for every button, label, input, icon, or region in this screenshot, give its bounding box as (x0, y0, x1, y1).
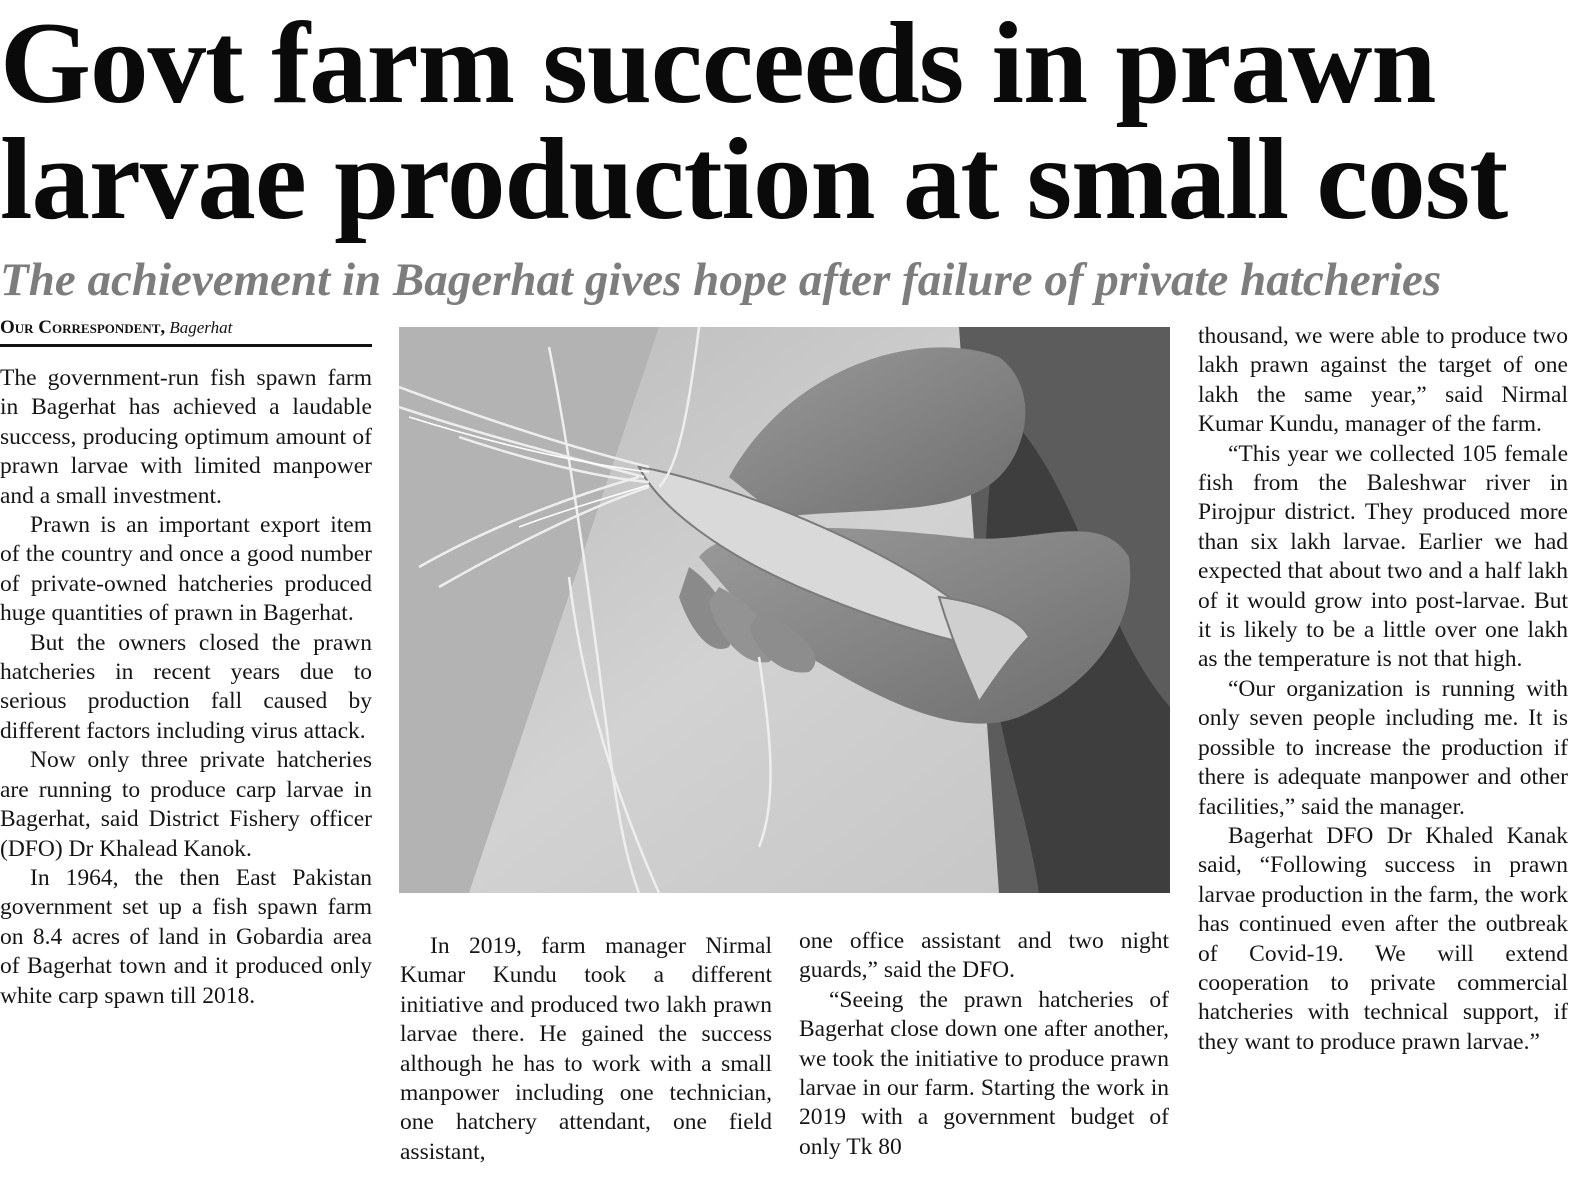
paragraph: Now only three private hatcheries are running to produce carp larvae in Bagerhat, said District Fishery officer (DFO) Dr Khalead Kanok. (0, 747, 372, 862)
subheadline: The achievement in Bagerhat gives hope after failure of private hatcheries (0, 254, 1442, 306)
paragraph: The government-run fish spawn farm in Bagerhat has achieved a laudable success, producing optimum amount of prawn larvae with limited manpower and a small investment. (0, 365, 372, 509)
byline-author: Our Correspondent, (0, 317, 166, 338)
paragraph: In 1964, the then East Pakistan government set up a fish spawn farm on 8.4 acres of land in Gobardia area of Bagerhat town and it produced only white carp spawn till 2018. (0, 864, 372, 1009)
paragraph: Prawn is an important export item of the country and once a good number of private-owned hatcheries produced huge quantities of prawn in Bagerhat. (0, 512, 372, 627)
paragraph: thousand, we were able to produce two lakh prawn against the target of one lakh the same year,” said Nirmal Kumar Kundu, manager of the farm. (1198, 323, 1568, 438)
paragraph: “Seeing the prawn hatcheries of Bagerhat close down one after another, we took the initiative to produce prawn larvae in our farm. Starting the work in 2019 with a government budget of only Tk 80 (799, 986, 1169, 1160)
paragraph: “Our organization is running with only seven people including me. It is possible to increase the production if there is adequate manpower and other facilities,” said the manager. (1198, 675, 1568, 820)
paragraph: “This year we collected 105 female fish from the Baleshwar river in Pirojpur district. They produced more than six lakh larvae. Earlier we had expected that about two and a half lakh of it would grow into post-larvae. But it is likely to be a little over one lakh as the temperature is not that high. (1198, 440, 1568, 673)
paragraph: one office assistant and two night guards,” said the DFO. (799, 928, 1169, 984)
paragraph: Bagerhat DFO Dr Khaled Kanak said, “Following success in prawn larvae production in the farm, the work has continued even after the outbreak of Covid-19. We will extend cooperation to private commercial hatcheries with technical support, if they want to produce prawn larvae.” (1198, 822, 1568, 1055)
byline (0, 318, 372, 347)
article-column-4 (1198, 322, 1568, 1057)
article-column-1 (0, 364, 372, 1011)
hands-holding-prawn-photo (399, 327, 1170, 893)
article-column-2 (400, 932, 772, 1167)
paragraph: In 2019, farm manager Nirmal Kumar Kundu took a different initiative and produced two lakh prawn larvae there. He gained the success although he has to work with a small manpower including one technician, one hatchery attendant, one field assistant, (400, 933, 772, 1165)
article-column-3 (799, 927, 1169, 1162)
article-photo (399, 327, 1170, 893)
headline-line-2: larvae production at small cost (0, 115, 1508, 244)
byline-place: Bagerhat (169, 318, 233, 337)
paragraph: But the owners closed the prawn hatcheries in recent years due to serious production fall caused by different factors including virus attack. (0, 629, 372, 744)
headline (0, 0, 1587, 244)
headline-line-1: Govt farm succeeds in prawn (0, 0, 1436, 128)
